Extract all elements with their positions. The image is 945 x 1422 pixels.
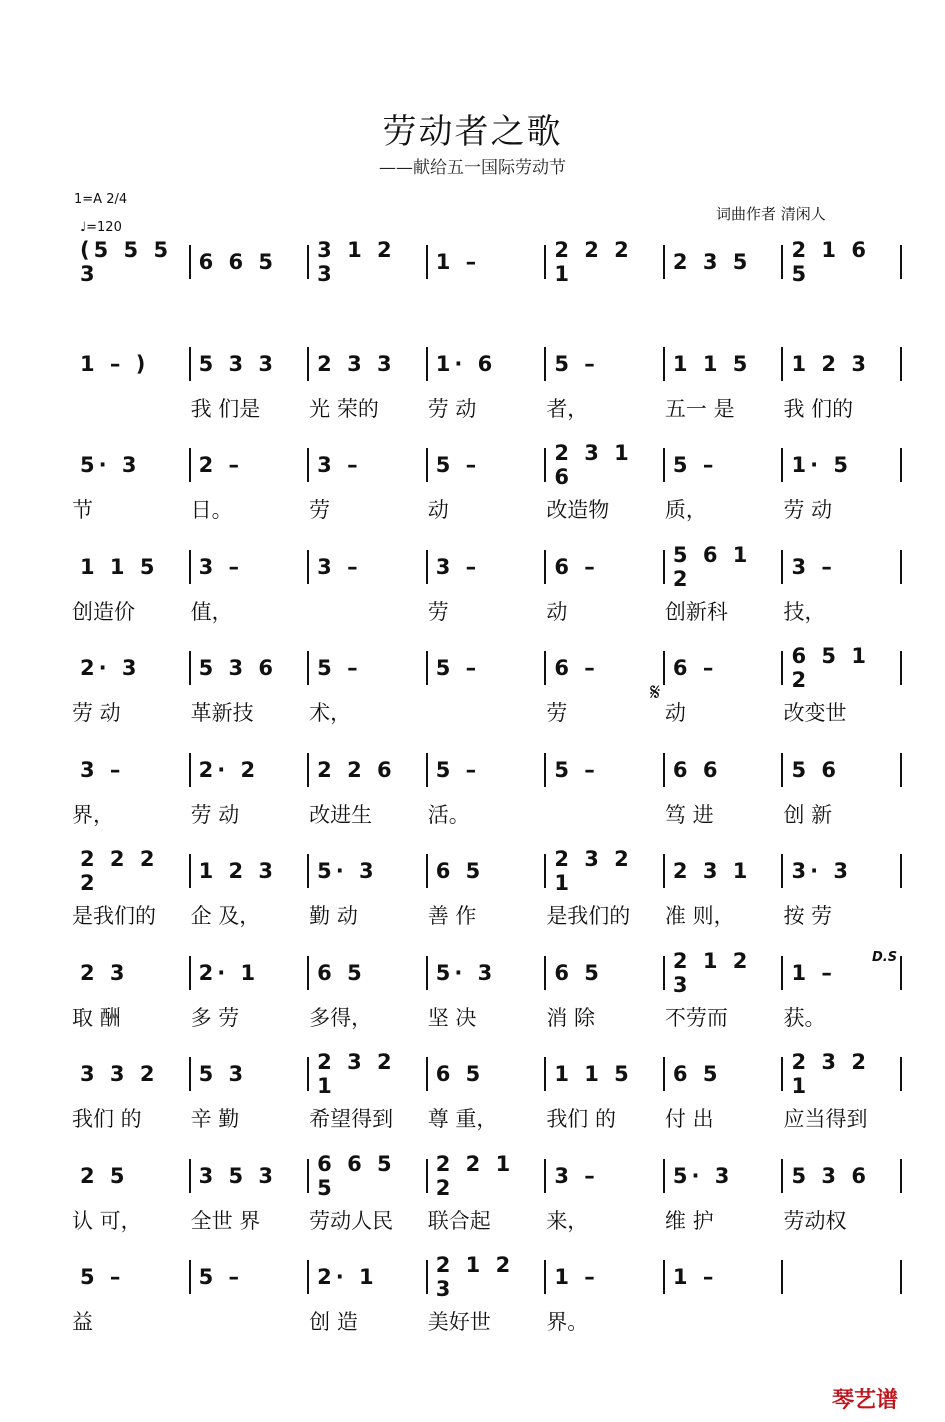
barline	[900, 854, 902, 888]
measure: 2 2 6	[317, 757, 396, 782]
dal-segno-marking: D.S	[872, 950, 898, 965]
lyric-row	[72, 1098, 902, 1138]
measure: 5 3	[198, 1062, 248, 1086]
measure: 2 3 1 6	[554, 441, 633, 489]
measure: 6 5	[672, 1062, 722, 1086]
measure: 5 6 1 2	[672, 542, 752, 591]
measure: 6 5	[317, 960, 366, 985]
lyric-text: 全世 界	[190, 1208, 261, 1233]
barline	[900, 347, 902, 381]
measure: 5 3 6	[198, 656, 278, 680]
lyric-text: 多 劳	[190, 1005, 240, 1030]
lyric-text: 是我们的	[546, 904, 631, 928]
barline	[900, 1057, 902, 1091]
lyric-row	[72, 794, 902, 834]
lyric-text: 术，	[309, 701, 352, 725]
measure: 2· 1	[317, 1265, 378, 1289]
measure: 3 3 2	[80, 1062, 159, 1086]
lyric-text: 五一 是	[664, 396, 735, 421]
measure: 3 –	[80, 757, 125, 782]
note-row	[72, 948, 902, 997]
measure: (5 5 5 3	[80, 238, 173, 286]
lyric-text: 维 护	[664, 1208, 714, 1233]
measure: 6 6 5 5	[317, 1151, 396, 1200]
lyric-text: 按 劳	[783, 904, 833, 928]
lyric-text: 我们 的	[72, 1107, 142, 1131]
measure: 2· 2	[198, 757, 260, 782]
lyric-text: 劳	[427, 599, 449, 624]
lyric-text: 准 则，	[664, 904, 735, 928]
lyric-text: 我 们的	[783, 396, 854, 421]
measure: 3 –	[435, 554, 481, 579]
measure: 5 –	[554, 757, 599, 782]
measure: 1 –	[554, 1265, 599, 1289]
lyric-text: 我们 的	[546, 1107, 616, 1131]
measure: 1 –	[672, 1265, 718, 1289]
measure: 2 3 2 1	[317, 1050, 396, 1098]
measure: 1· 5	[791, 453, 852, 477]
measure: 6 6	[672, 757, 722, 782]
measure: 5 3 3	[198, 351, 278, 376]
measure: 2 3	[80, 960, 129, 985]
lyric-text: 创新科	[664, 599, 728, 624]
barline	[900, 753, 902, 787]
measure: 3· 3	[791, 859, 852, 883]
lyric-text: 动	[664, 701, 686, 725]
lyric-text: 改变世	[783, 701, 847, 725]
lyric-text: 创 造	[309, 1310, 358, 1334]
lyric-row	[72, 489, 902, 529]
lyric-text: 劳 动	[190, 802, 240, 827]
lyric-text: 认 可，	[72, 1208, 142, 1233]
lyric-text: 劳 动	[427, 396, 477, 421]
lyric-text: 消 除	[546, 1005, 595, 1030]
lyric-text: 者，	[546, 396, 589, 421]
lyric-text: 是我们的	[72, 904, 156, 928]
lyric-text: 付 出	[664, 1107, 714, 1131]
lyric-row	[72, 997, 902, 1037]
measure: 5 –	[435, 757, 481, 782]
measure: 1 1 5	[554, 1062, 633, 1086]
measure: 1 –	[435, 250, 481, 274]
lyric-text: 改造物	[546, 498, 610, 522]
lyric-text: 革新技	[190, 701, 254, 725]
lyric-text: 技，	[783, 599, 826, 624]
lyric-text: 劳	[546, 701, 568, 725]
lyric-text: 多得，	[309, 1005, 373, 1030]
measure: 2 2 1 2	[435, 1151, 515, 1200]
lyric-text: 笃 进	[664, 802, 714, 827]
lyric-text: 值，	[190, 599, 233, 624]
lyric-text: 动	[427, 498, 449, 522]
measure: 2 2 2 1	[554, 238, 633, 286]
note-row	[72, 750, 902, 790]
measure: 5 –	[435, 656, 481, 680]
barline	[900, 956, 902, 990]
lyric-text: 坚 决	[427, 1005, 477, 1030]
lyric-text: 企 及，	[190, 904, 261, 928]
measure: 5· 3	[435, 960, 497, 985]
measure: 2 3 3	[317, 351, 396, 376]
composer-credit: 词曲作者 清闲人	[716, 205, 826, 223]
lyric-text: 勤 动	[309, 904, 358, 928]
lyric-row	[72, 1200, 902, 1240]
measure: 6 5	[435, 1062, 485, 1086]
lyric-row	[72, 1301, 902, 1341]
lyric-row	[72, 692, 902, 732]
measure: 1 1 5	[672, 351, 752, 376]
lyric-row	[72, 591, 902, 631]
measure: 1 –	[791, 960, 836, 985]
lyric-text: 来，	[546, 1208, 589, 1233]
measure: 2 5	[80, 1163, 129, 1188]
measure: 1 – )	[80, 351, 150, 376]
note-row	[72, 1050, 902, 1098]
measure: 5· 3	[672, 1163, 734, 1188]
lyric-text: 改进生	[309, 802, 373, 827]
measure: 2 –	[198, 453, 244, 477]
lyric-text: 劳 动	[783, 498, 833, 522]
measure: 6 5 1 2	[791, 644, 870, 692]
measure: 5· 3	[80, 453, 141, 477]
measure: 5 –	[554, 351, 599, 376]
measure: 3 –	[554, 1163, 599, 1188]
lyric-text: 希望得到	[309, 1107, 394, 1131]
song-title: 劳动者之歌	[382, 112, 563, 152]
note-row	[72, 847, 902, 895]
measure: 6 5	[435, 859, 485, 883]
note-row	[72, 344, 902, 384]
measure: 6 5	[554, 960, 603, 985]
lyric-text: 善 作	[427, 904, 477, 928]
measure: 5 –	[80, 1265, 125, 1289]
barline	[900, 448, 902, 482]
lyric-text: 我 们是	[190, 396, 261, 421]
measure: 3 5 3	[198, 1163, 278, 1188]
lyric-text: 质，	[664, 498, 707, 522]
lyric-text: 节	[72, 498, 93, 522]
measure: 2 3 2 1	[554, 847, 633, 895]
measure: 3 –	[198, 554, 244, 579]
note-row	[72, 644, 902, 692]
measure: 1 1 5	[80, 554, 159, 579]
lyric-text: 不劳而	[664, 1005, 728, 1030]
barline	[900, 550, 902, 584]
lyric-text: 辛 勤	[190, 1107, 240, 1131]
watermark-logo: 琴艺谱	[832, 1388, 899, 1413]
note-row	[72, 1151, 902, 1200]
lyric-text: 光 荣的	[309, 396, 379, 421]
measure: 6 6 5	[198, 250, 278, 274]
note-row	[72, 441, 902, 489]
key-signature: 1=A 2/4	[74, 192, 128, 207]
barline	[900, 651, 902, 685]
measure: 2 1 2 3	[672, 948, 752, 997]
measure: 2 1 6 5	[791, 238, 870, 286]
lyric-text: 劳	[309, 498, 331, 522]
measure: 5 –	[198, 1265, 244, 1289]
lyric-text: 劳动人民	[309, 1208, 394, 1233]
lyric-text: 取 酬	[72, 1005, 121, 1030]
measure: 2 1 2 3	[435, 1253, 515, 1301]
lyric-text: 应当得到	[783, 1107, 868, 1131]
note-row	[72, 238, 902, 286]
measure: 2 2 2 2	[80, 847, 159, 895]
lyric-text: 尊 重，	[427, 1107, 498, 1131]
song-subtitle: ——献给五一国际劳动节	[379, 158, 566, 178]
measure: 5 –	[672, 453, 718, 477]
lyric-text: 劳 动	[72, 701, 121, 725]
measure: 5 –	[435, 453, 481, 477]
measure: 3 –	[791, 554, 836, 579]
lyric-text: 界，	[72, 802, 114, 827]
barline	[900, 1159, 902, 1193]
lyric-text: 联合起	[427, 1208, 491, 1233]
measure: 5 6	[791, 757, 841, 782]
measure: 3 –	[317, 554, 362, 579]
measure: 5 –	[317, 656, 362, 680]
barline	[900, 1260, 902, 1294]
measure: 2 3 1	[672, 859, 752, 883]
lyric-text: 美好世	[427, 1310, 491, 1334]
measure: 3 1 2 3	[317, 238, 396, 286]
lyric-text: 益	[72, 1310, 93, 1334]
measure: 5· 3	[317, 859, 378, 883]
lyric-row	[72, 895, 902, 935]
measure: 1 2 3	[791, 351, 870, 376]
lyric-text: 获。	[783, 1005, 826, 1030]
measure: 6 –	[554, 554, 599, 579]
segno-icon: 𝄋	[650, 678, 661, 706]
measure: 2· 1	[198, 960, 260, 985]
measure: 5 3 6	[791, 1163, 870, 1188]
lyric-row	[72, 388, 902, 428]
lyric-text: 活。	[427, 802, 470, 827]
lyric-text: 动	[546, 599, 568, 624]
measure	[783, 1257, 900, 1297]
measure: 1· 6	[435, 351, 497, 376]
measure: 3 –	[317, 453, 362, 477]
tempo-marking: ♩=120	[80, 220, 122, 235]
lyric-text: 创造价	[72, 599, 135, 624]
note-row	[72, 542, 902, 591]
measure: 1 2 3	[198, 859, 278, 883]
measure: 2· 3	[80, 656, 141, 680]
note-row	[72, 1253, 902, 1301]
lyric-text: 创 新	[783, 802, 833, 827]
measure: 6 –	[672, 656, 718, 680]
barline	[900, 245, 902, 279]
lyric-text: 界。	[546, 1310, 589, 1334]
measure: 2 3 5	[672, 250, 752, 274]
lyric-text: 日。	[190, 498, 233, 522]
lyric-text: 劳动权	[783, 1208, 847, 1233]
measure: 2 3 2 1	[791, 1050, 870, 1098]
measure: 6 –	[554, 656, 599, 680]
